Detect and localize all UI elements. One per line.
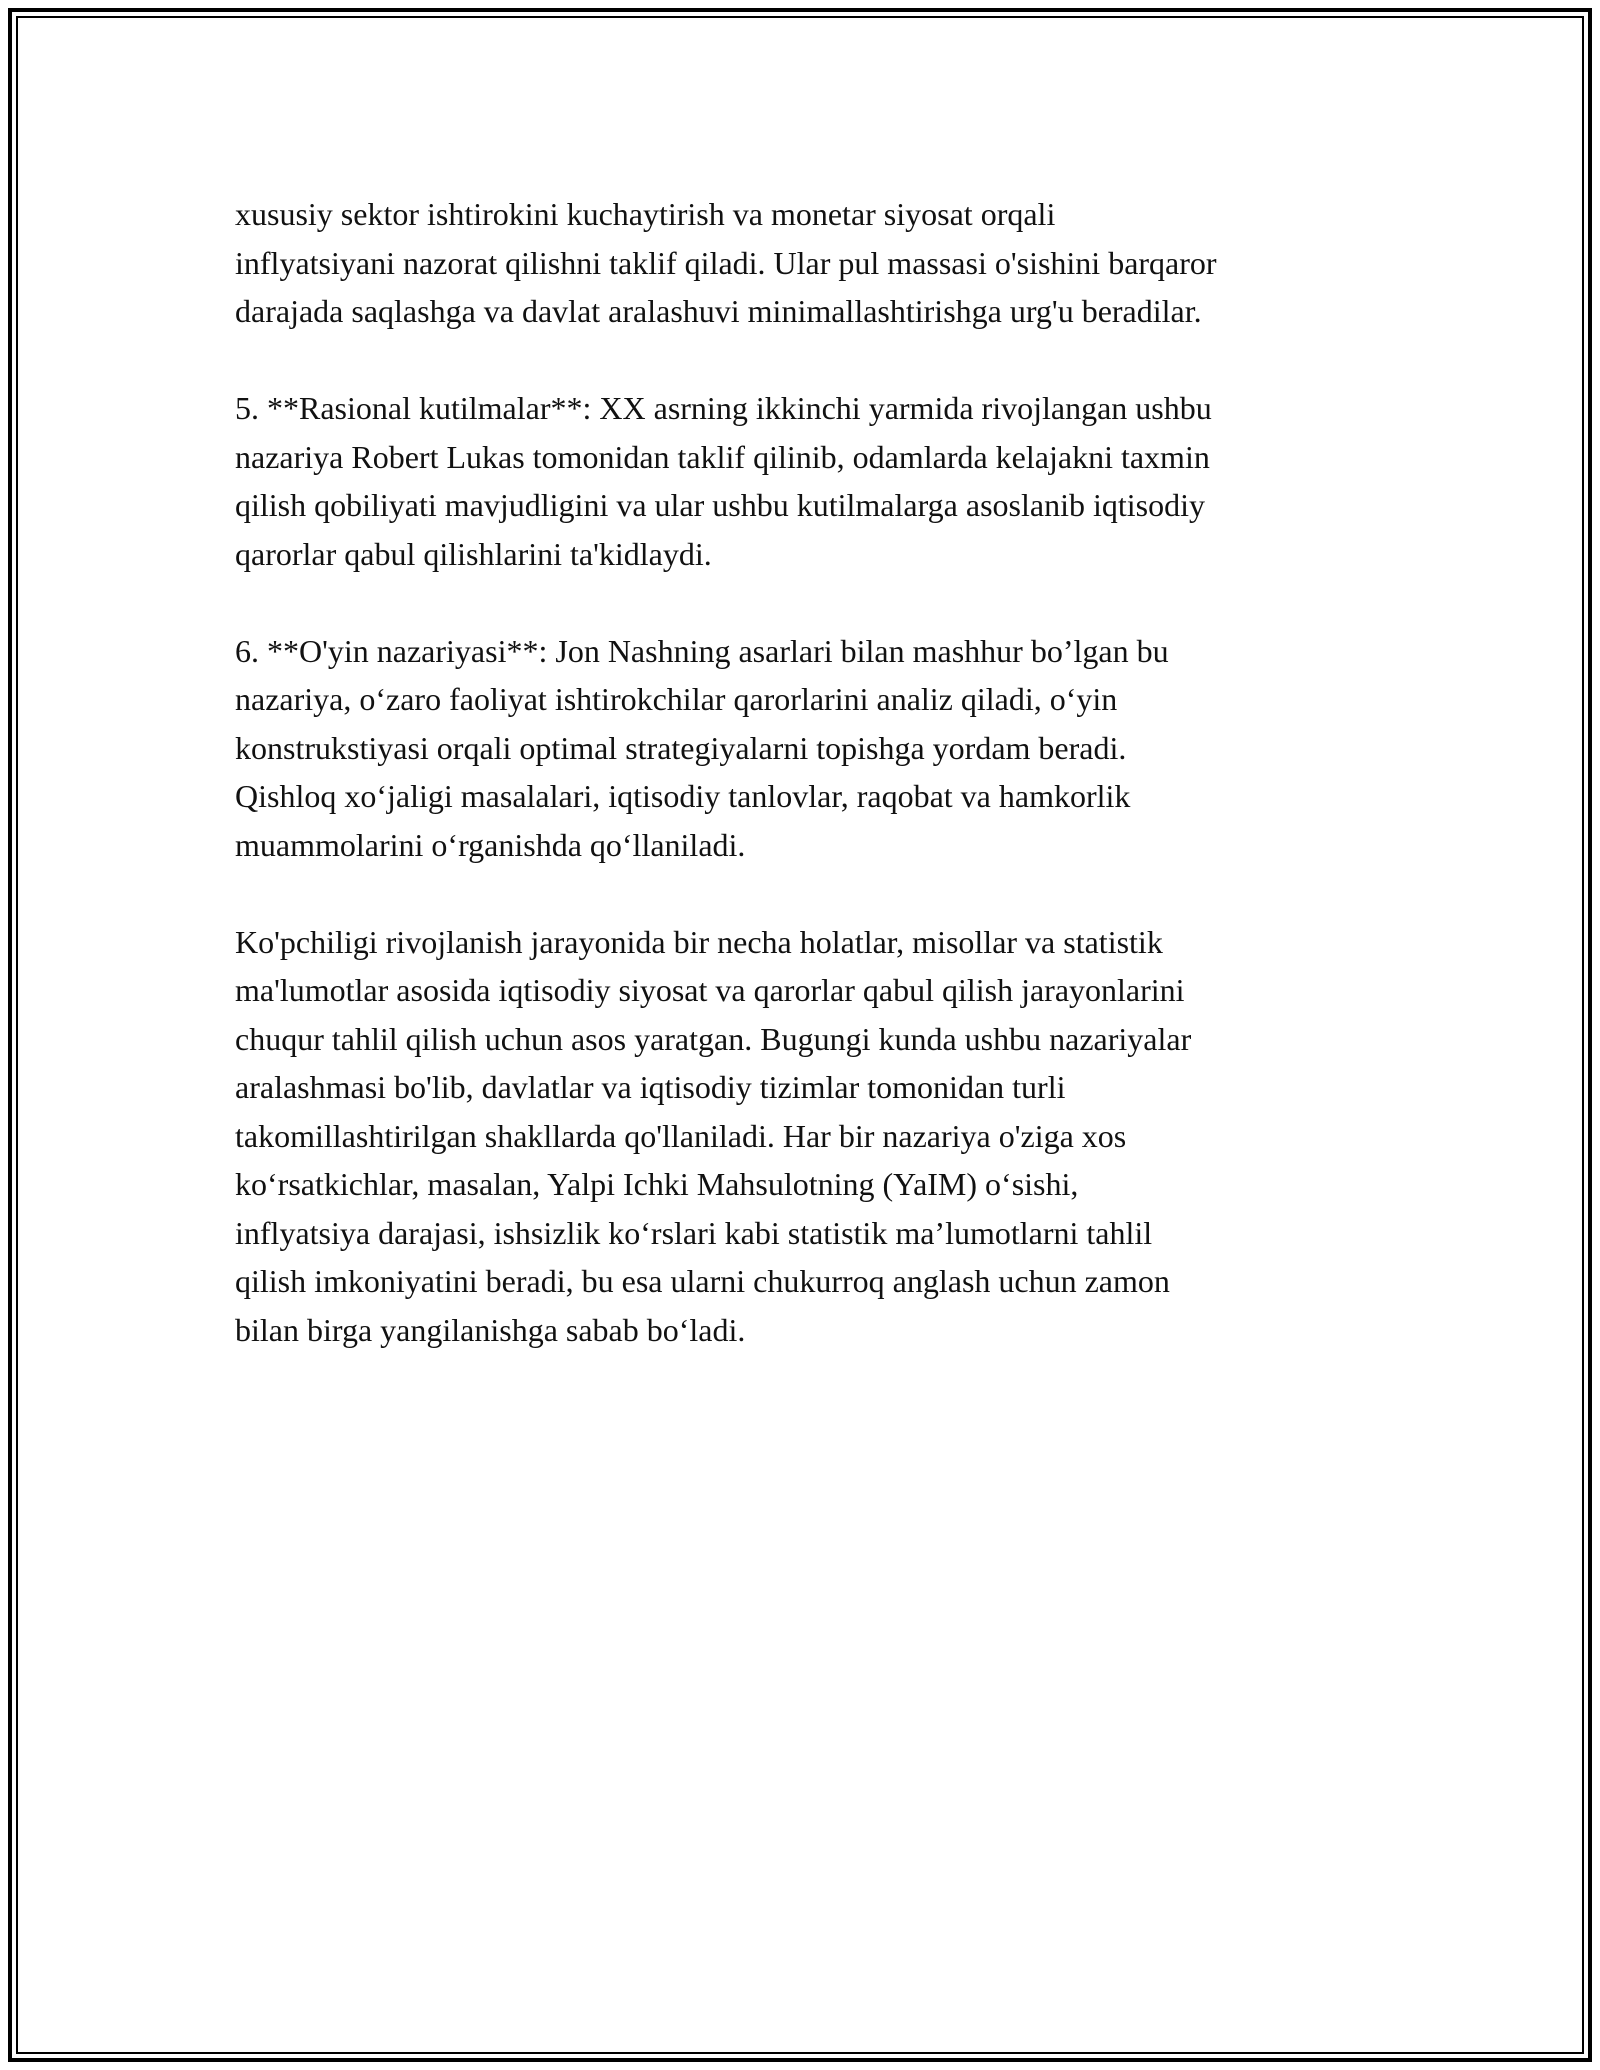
paragraph-rational-expectations xyxy=(235,384,1375,578)
text-line: inflyatsiya darajasi, ishsizlik ko‘rslari kabi statistik ma’lumotlarni tahlil xyxy=(235,1214,1153,1251)
text-line: ko‘rsatkichlar, masalan, Yalpi Ichki Mahsulotning (YaIM) o‘sishi, xyxy=(235,1166,1079,1202)
document-body xyxy=(235,190,1375,1403)
text-line: Qishloq xo‘jaligi masalalari, iqtisodiy tanlovlar, raqobat va hamkorlik xyxy=(235,778,1131,814)
paragraph-conclusion xyxy=(235,918,1375,1355)
text-line: nazariya, o‘zaro faoliyat ishtirokchilar qarorlarini analiz qiladi, o‘yin xyxy=(235,681,1118,717)
text-line: inflyatsiyani nazorat qilishni taklif qiladi. Ular pul massasi o'sishini barqaror xyxy=(235,244,1217,281)
paragraph-monetarism-continuation xyxy=(235,190,1375,336)
text-line: qarorlar qabul qilishlarini ta'kidlaydi. xyxy=(235,535,712,572)
text-line: nazariya Robert Lukas tomonidan taklif qilinib, odamlarda kelajakni taxmin xyxy=(235,438,1210,475)
text-line: darajada saqlashga va davlat aralashuvi minimallashtirishga urg'u beradilar. xyxy=(235,293,1202,329)
text-line: bilan birga yangilanishga sabab bo‘ladi. xyxy=(235,1311,746,1348)
text-line: qilish qobiliyati mavjudligini va ular ushbu kutilmalarga asoslanib iqtisodiy xyxy=(235,487,1205,523)
text-line: ma'lumotlar asosida iqtisodiy siyosat va qarorlar qabul qilish jarayonlarini xyxy=(235,972,1185,1008)
text-line: takomillashtirilgan shakllarda qo'llaniladi. Har bir nazariya o'ziga xos xyxy=(235,1117,1127,1154)
text-line: qilish imkoniyatini beradi, bu esa ularni chukurroq anglash uchun zamon xyxy=(235,1263,1170,1299)
text-line: aralashmasi bo'lib, davlatlar va iqtisodiy tizimlar tomonidan turli xyxy=(235,1069,1066,1105)
text-line: 5. **Rasional kutilmalar**: XX asrning ikkinchi yarmida rivojlangan ushbu xyxy=(235,390,1212,426)
text-line: muammolarini o‘rganishda qo‘llaniladi. xyxy=(235,826,746,863)
text-line: chuqur tahlil qilish uchun asos yaratgan. Bugungi kunda ushbu nazariyalar xyxy=(235,1020,1192,1057)
text-line: 6. **O'yin nazariyasi**: Jon Nashning asarlari bilan mashhur bo’lgan bu xyxy=(235,632,1169,669)
text-line: konstrukstiyasi orqali optimal strategiyalarni topishga yordam beradi. xyxy=(235,729,1127,766)
paragraph-game-theory xyxy=(235,627,1375,870)
text-line: Ko'pchiligi rivojlanish jarayonida bir necha holatlar, misollar va statistik xyxy=(235,923,1163,960)
text-line: xususiy sektor ishtirokini kuchaytirish va monetar siyosat orqali xyxy=(235,196,1056,232)
